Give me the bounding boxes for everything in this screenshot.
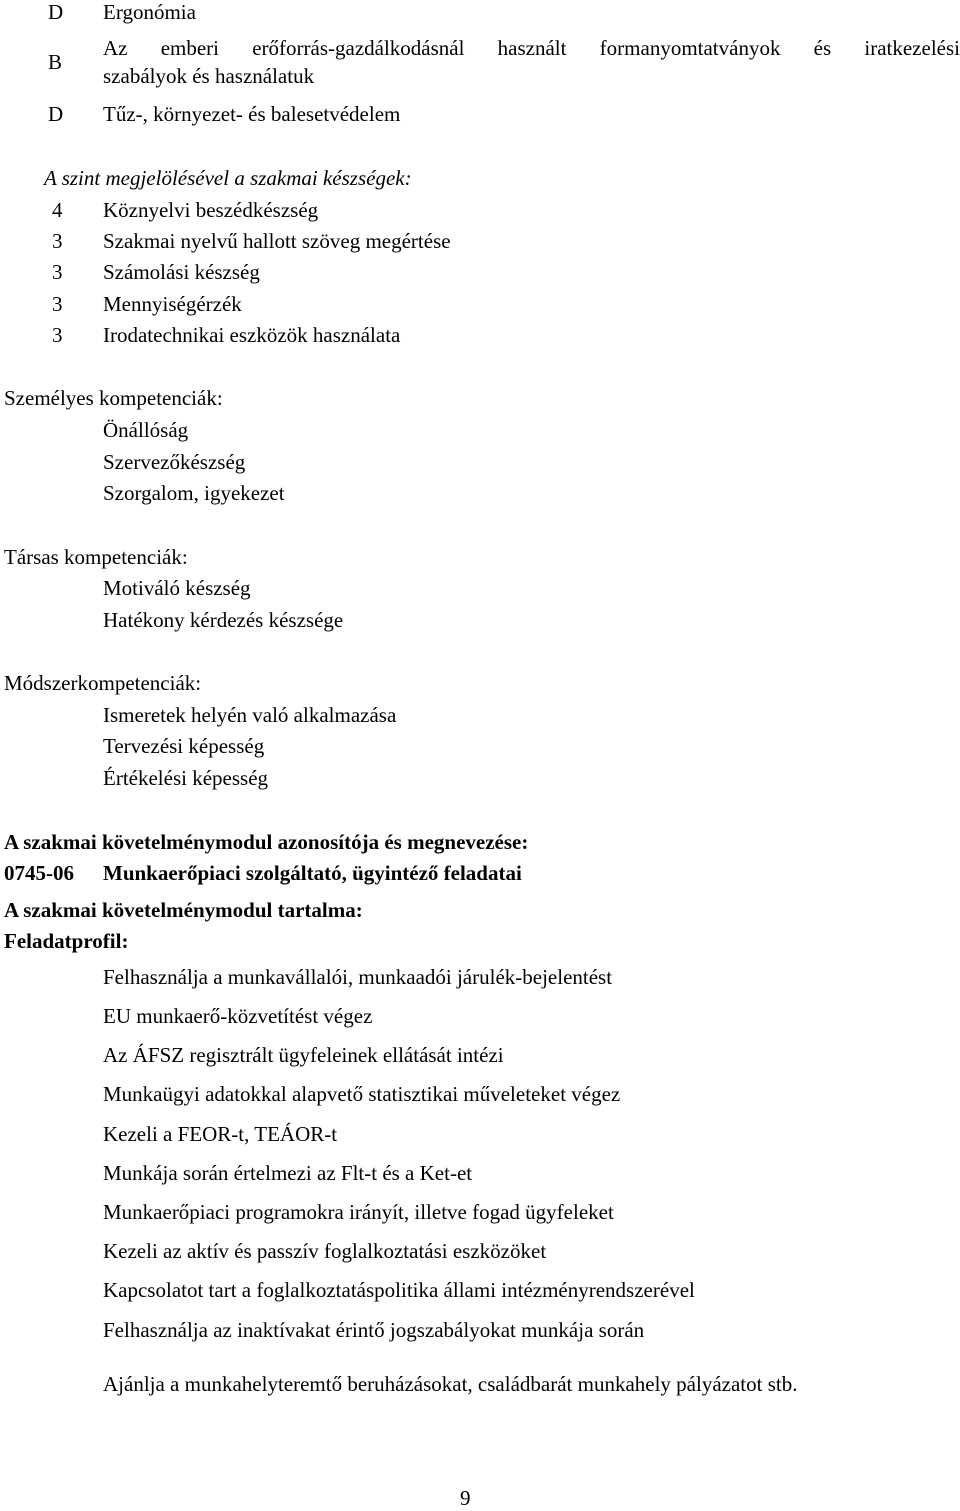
social-heading: Társas kompetenciák: bbox=[4, 545, 188, 569]
skill-level: 4 bbox=[52, 198, 63, 222]
row-text: Az emberi erőforrás-gazdálkodásnál használt formanyomtatványok és iratkezelési bbox=[103, 36, 960, 60]
personal-item: Szorgalom, igyekezet bbox=[103, 481, 285, 505]
task-item: Felhasználja az inaktívakat érintő jogszabályokat munkája során bbox=[103, 1318, 645, 1342]
social-item: Motiváló készség bbox=[103, 576, 251, 600]
skill-text: Mennyiségérzék bbox=[103, 292, 242, 316]
method-item: Értékelési képesség bbox=[103, 766, 269, 790]
skills-heading: A szint megjelölésével a szakmai készségek: bbox=[44, 166, 412, 190]
method-item: Ismeretek helyén való alkalmazása bbox=[103, 703, 397, 727]
row-code: D bbox=[48, 0, 64, 24]
personal-heading: Személyes kompetenciák: bbox=[4, 386, 223, 410]
skill-level: 3 bbox=[52, 260, 63, 284]
social-item: Hatékony kérdezés készsége bbox=[103, 608, 344, 632]
skill-text: Szakmai nyelvű hallott szöveg megértése bbox=[103, 229, 451, 253]
profile-heading: Feladatprofil: bbox=[4, 929, 129, 953]
task-item: Munkaerőpiaci programokra irányít, illetve fogad ügyfeleket bbox=[103, 1200, 614, 1224]
page-number: 9 bbox=[460, 1486, 471, 1510]
skill-level: 3 bbox=[52, 292, 63, 316]
task-item: EU munkaerő-közvetítést végez bbox=[103, 1004, 373, 1028]
row-text: Tűz-, környezet- és balesetvédelem bbox=[103, 102, 401, 126]
module-name: Munkaerőpiaci szolgáltató, ügyintéző feladatai bbox=[103, 861, 522, 885]
row-code: B bbox=[48, 50, 63, 74]
row-text: szabályok és használatuk bbox=[103, 64, 315, 88]
skill-level: 3 bbox=[52, 323, 63, 347]
task-item: Munkaügyi adatokkal alapvető statisztikai műveleteket végez bbox=[103, 1082, 621, 1106]
row-text: Ergonómia bbox=[103, 0, 196, 24]
task-item: Felhasználja a munkavállalói, munkaadói járulék-bejelentést bbox=[103, 965, 613, 989]
personal-item: Önállóság bbox=[103, 418, 189, 442]
method-item: Tervezési képesség bbox=[103, 734, 265, 758]
skill-text: Számolási készség bbox=[103, 260, 260, 284]
task-item: Kezeli az aktív és passzív foglalkoztatási eszközöket bbox=[103, 1239, 547, 1263]
row-code: D bbox=[48, 102, 64, 126]
module-code: 0745-06 bbox=[4, 861, 74, 885]
task-item: Az ÁFSZ regisztrált ügyfeleinek ellátását intézi bbox=[103, 1043, 504, 1067]
module-id-heading: A szakmai követelménymodul azonosítója és megnevezése: bbox=[4, 830, 529, 854]
task-item: Munkája során értelmezi az Flt-t és a Ket-et bbox=[103, 1161, 473, 1185]
skill-level: 3 bbox=[52, 229, 63, 253]
task-item: Kezeli a FEOR-t, TEÁOR-t bbox=[103, 1122, 338, 1146]
task-item: Ajánlja a munkahelyteremtő beruházásokat, családbarát munkahely pályázatot stb. bbox=[103, 1372, 798, 1396]
module-content-heading: A szakmai követelménymodul tartalma: bbox=[4, 898, 363, 922]
skill-text: Köznyelvi beszédkészség bbox=[103, 198, 319, 222]
personal-item: Szervezőkészség bbox=[103, 450, 246, 474]
method-heading: Módszerkompetenciák: bbox=[4, 671, 202, 695]
skill-text: Irodatechnikai eszközök használata bbox=[103, 323, 401, 347]
task-item: Kapcsolatot tart a foglalkoztatáspolitika állami intézményrendszerével bbox=[103, 1278, 695, 1302]
